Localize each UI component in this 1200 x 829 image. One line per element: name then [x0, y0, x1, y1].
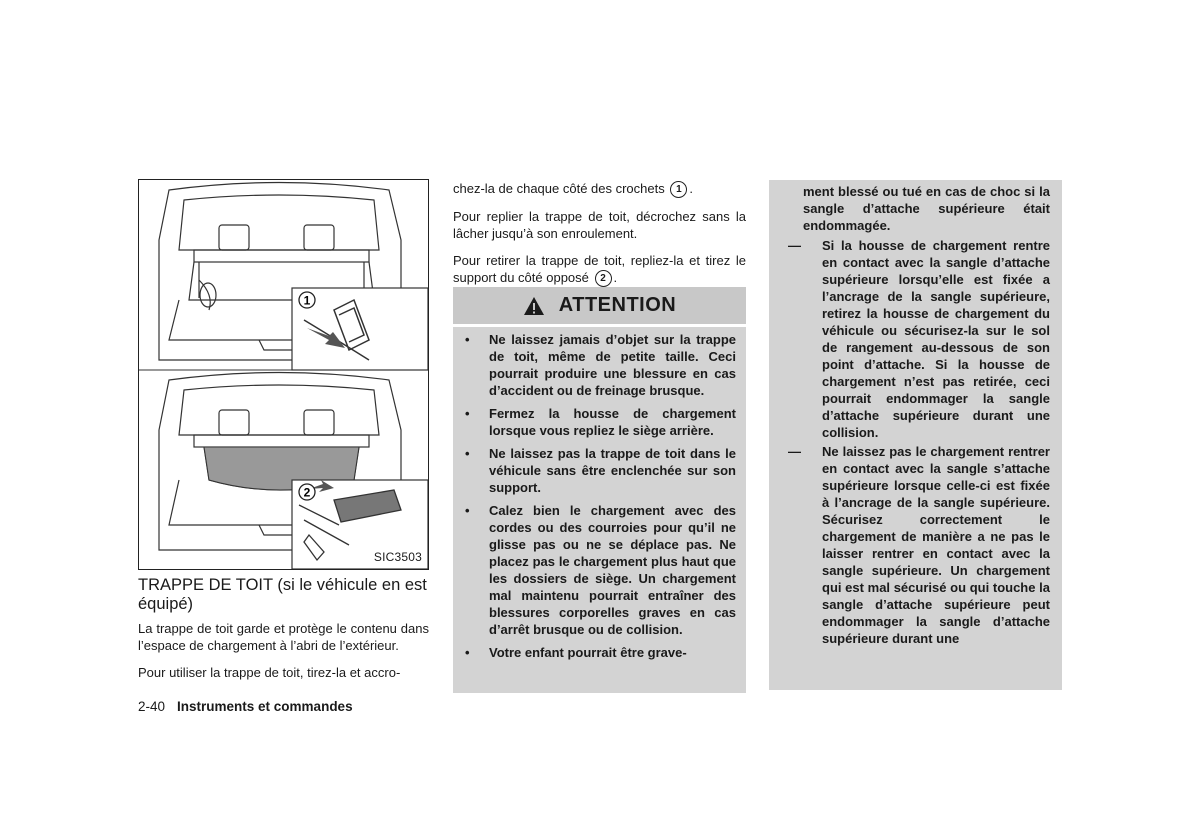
callout-2-label: 2 — [303, 485, 311, 500]
list-item — [461, 502, 736, 638]
bullet: • — [465, 406, 470, 421]
warning-triangle-icon — [523, 296, 545, 316]
warning-item-text: Votre enfant pourrait être grave- — [489, 645, 687, 660]
warning-header — [453, 287, 746, 324]
bullet: • — [465, 332, 470, 347]
chapter-title: Instruments et commandes — [177, 699, 353, 714]
ref-2-badge: 2 — [595, 270, 612, 287]
dash-marker: — — [788, 238, 801, 253]
warning-title: ATTENTION — [558, 294, 677, 316]
period: . — [689, 181, 693, 196]
paragraph: Pour replier la trappe de toit, décrochez sans la lâcher jusqu’à son enroulement. — [453, 209, 746, 242]
paragraph: La trappe de toit garde et protège le contenu dans l’espace de chargement à l’abri de l’extérieur. — [138, 621, 429, 653]
paragraph — [453, 252, 746, 287]
bullet: • — [465, 503, 470, 518]
page-number: 2-40 — [138, 699, 166, 714]
bullet: • — [465, 446, 470, 461]
paragraph — [453, 180, 746, 198]
dash-marker: — — [788, 444, 801, 459]
cargo-cover-illustration — [138, 179, 429, 570]
figure-code: SIC3503 — [373, 550, 422, 564]
cargo-area-drawing — [139, 180, 428, 569]
ref-1-badge: 1 — [670, 181, 687, 198]
warning-item-text: Fermez la housse de chargement lorsque vous repliez le siège arrière. — [489, 406, 736, 438]
warning-continued-text: ment blessé ou tué en cas de choc si la sangle d’attache supérieure était endommagée. — [803, 184, 1050, 233]
column-1-body — [138, 620, 429, 691]
section-title: TRAPPE DE TOIT (si le véhicule en est équipé) — [138, 576, 427, 613]
paragraph-text: Pour retirer la trappe de toit, repliez-la et tirez le support du côté opposé — [453, 253, 746, 286]
warning-list — [461, 331, 736, 661]
period: . — [613, 270, 618, 286]
warning-item-text: Ne laissez pas la trappe de toit dans le véhicule sans être enclenchée sur son support. — [489, 446, 736, 495]
list-item — [461, 405, 736, 439]
bullet: • — [465, 645, 470, 660]
list-item — [461, 445, 736, 496]
list-item — [788, 237, 1050, 441]
warning-item-text: Ne laissez pas le chargement rentrer en contact avec la sangle s’attache supérieure lorsque celle-ci est fixée à l’ancrage de la sangle supérieure. Sécurisez correctement le chargement de manière a ne pas le laisser rentrer en contact avec la sangle supérieure. Un chargement qui est mal sécurisé ou qui touche la sangle d’attache supérieure peut endommager la sangle d’attache supérieure durant une — [822, 444, 1050, 646]
page-footer — [138, 699, 353, 714]
column-2-body — [453, 180, 746, 297]
list-item — [461, 644, 736, 661]
warning-item-text: Si la housse de chargement rentre en contact avec la sangle d’attache supérieure lorsqu’elle est fixée a l’ancrage de la sangle supérieure, retirez la housse de chargement du véhicule ou sécurisez-la sur le sol de rangement au-dessous de son point d’attache. Si la housse de chargement n’est pas retirée, ceci pourrait endommager la sangle d’attache supérieure durant une collision. — [822, 238, 1050, 440]
callout-1-label: 1 — [303, 293, 311, 308]
warning-item-text: Ne laissez jamais d’objet sur la trappe de toit, même de petite taille. Ceci pourrait produire une blessure en cas d’accident ou de freinage brusque. — [489, 332, 736, 398]
paragraph: Pour utiliser la trappe de toit, tirez-la et accro- — [138, 665, 401, 680]
list-item — [788, 443, 1050, 647]
warning-continuation — [769, 180, 1062, 690]
paragraph-text: chez-la de chaque côté des crochets — [453, 181, 665, 196]
list-item — [461, 331, 736, 399]
warning-item-text: Calez bien le chargement avec des cordes ou des courroies pour qu’il ne glisse pas ou ne se déplace pas. Ne placez pas le chargement plus haut que les dossiers de siège. Un chargement mal maintenu pourrait entraîner des blessures corporelles graves en cas d’arrêt brusque ou de collision. — [489, 503, 736, 637]
warning-body — [453, 327, 746, 693]
